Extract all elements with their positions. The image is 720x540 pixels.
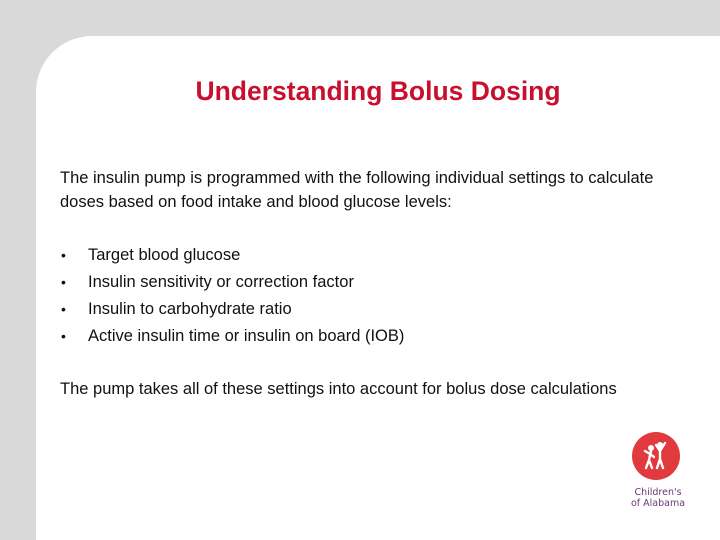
list-item	[60, 269, 700, 296]
bullet-marker: •	[61, 274, 66, 290]
logo-line-2: of Alabama	[630, 497, 686, 509]
bullet-marker: •	[61, 328, 66, 344]
summary-paragraph: The pump takes all of these settings into account for bolus dose calculations	[60, 380, 617, 398]
list-item-text: Target blood glucose	[88, 246, 241, 264]
list-item-text: Insulin to carbohydrate ratio	[88, 300, 292, 318]
list-item-text: Insulin sensitivity or correction factor	[88, 273, 354, 291]
list-item	[60, 323, 700, 350]
list-item	[60, 296, 700, 323]
page-title: Understanding Bolus Dosing	[195, 76, 561, 106]
bullet-marker: •	[61, 301, 66, 317]
list-item-text: Active insulin time or insulin on board (IOB)	[88, 327, 405, 345]
intro-paragraph: The insulin pump is programmed with the following individual settings to calculate doses based on food intake and blood glucose levels:	[60, 169, 654, 211]
bullet-marker: •	[61, 247, 66, 263]
logo-wordmark	[626, 488, 690, 509]
list-item	[60, 242, 700, 269]
settings-list	[60, 242, 700, 350]
logo-line-1: Children's	[634, 487, 682, 498]
children-figures-icon	[632, 432, 680, 480]
childrens-of-alabama-logo	[626, 432, 690, 516]
